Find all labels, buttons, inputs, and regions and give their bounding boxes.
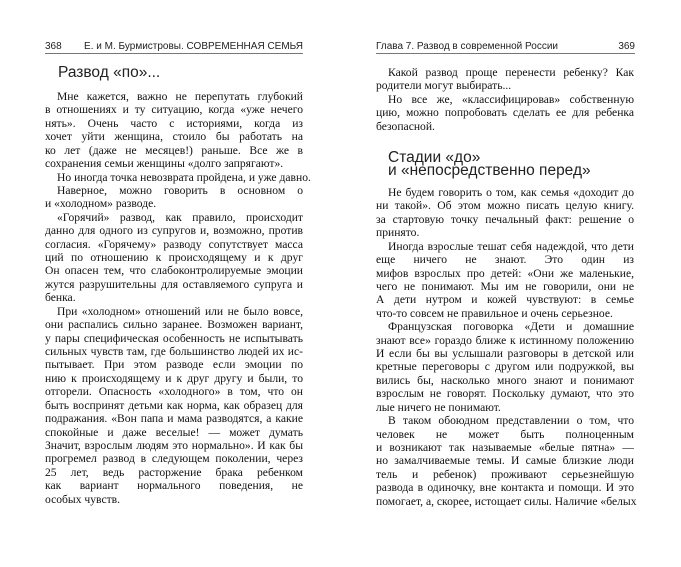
- section-heading: [388, 151, 591, 178]
- text-line: «Горячий» развод, как правило, происходит: [57, 210, 303, 224]
- text-line: быть воспринят детьми как норма, как образец для: [45, 398, 303, 412]
- text-line: что-то совсем не правильное и очень серьезное.: [376, 306, 613, 320]
- text-line: данно для одного из супругов и, возможно, против: [45, 224, 303, 238]
- text-line: знают все» гораздо ближе к истинному положению: [376, 333, 634, 347]
- text-line: развода в одиночку, вне контакта и помощи. И это: [376, 481, 634, 495]
- text-line: лые ничего не понимают.: [376, 400, 501, 414]
- text-line: спокойные и даже веселые! — может думать: [45, 425, 303, 439]
- text-line: хочет уйти женщина, стоило бы работать на: [45, 130, 303, 144]
- text-line: ко лет (даже не месяцев!) раньше. Все же в: [45, 143, 303, 157]
- paragraph: [376, 320, 634, 414]
- heading-line: Стадии «до»: [388, 149, 481, 166]
- text-line: Но все же, «классифицировав» собственную: [388, 92, 634, 106]
- text-line: подражания. «Вон папа и мама разводятся, а какие: [45, 412, 303, 426]
- text-line: В таком обоюдном представлении о том, что: [388, 414, 634, 428]
- text-line: бенка.: [45, 291, 76, 305]
- text-line: человек не может быть полноценным: [376, 427, 634, 441]
- text-line: помогает, а, скорее, истощает силы. Наличие «белых: [376, 494, 637, 508]
- paragraph: [45, 170, 311, 184]
- paragraph: [376, 93, 634, 133]
- text-line: родители могут выбирать...: [376, 79, 512, 93]
- paragraph: [45, 305, 303, 506]
- text-line: сохранения семьи женщины «долго запрягают».: [45, 157, 284, 171]
- text-line: и возникают так называемые «белые пятна» —: [376, 441, 634, 455]
- paragraph: [376, 186, 634, 240]
- text-line: А дети нутром и кожей чувствуют: в семье: [376, 293, 634, 307]
- page-number: 369: [618, 41, 635, 52]
- running-header: [45, 41, 303, 54]
- text-line: Какой развод проще перенести ребенку? Как: [388, 66, 634, 79]
- text-line: у пары специфическая особенность не испытывать: [45, 331, 303, 345]
- text-line: ни такой». Об этом можно писать целую книгу.: [376, 199, 634, 213]
- text-line: еще ничего не знают. Это один из: [376, 253, 634, 267]
- body-text-top: [376, 66, 634, 133]
- text-line: безопасной.: [376, 119, 435, 133]
- text-line: сильных чувств там, где большинство людей их ис-: [45, 345, 303, 359]
- text-line: 25 лет, ведь расторжение брака ребенком: [45, 465, 303, 479]
- text-line: за стартовую точку печальный факт: решение о: [376, 212, 634, 226]
- text-line: Но иногда точка невозврата пройдена, и уже давно.: [57, 170, 311, 184]
- text-line: отгорели. Опасность «холодного» в том, что он: [45, 385, 303, 399]
- body-text: [45, 90, 311, 506]
- text-line: особых чувств.: [45, 492, 121, 506]
- text-line: но замалчиваемые темы. И самые близкие люди: [376, 454, 634, 468]
- page-number: 368: [45, 41, 62, 52]
- text-line: согласия. «Горячему» разводу сопутствует масса: [45, 237, 303, 251]
- text-line: При «холодном» отношений или не было вовсе,: [57, 304, 303, 318]
- running-head: Е. и М. Бурмистровы. СОВРЕМЕННАЯ СЕМЬЯ: [84, 41, 303, 52]
- text-line: чего не понимают. Мы им не говорили, они не: [376, 279, 634, 293]
- text-line: нять». Очень часто с историями, когда из: [45, 116, 303, 130]
- text-line: нию к происходящему и к друг другу и были, то: [45, 371, 303, 385]
- left-page: [0, 0, 340, 567]
- text-line: взрослым не говорят. Поскольку думают, что это: [376, 387, 634, 401]
- running-header: [376, 41, 635, 54]
- text-line: они распались сильно заранее. Возможен вариант,: [45, 318, 303, 332]
- body-text: [376, 186, 637, 508]
- text-line: жутся разрушительны для оставляемого супруга и: [45, 277, 303, 291]
- paragraph: [45, 184, 303, 211]
- heading-line: и «непосредственно перед»: [388, 162, 591, 180]
- section-heading: [58, 66, 160, 79]
- paragraph: [376, 240, 634, 321]
- text-line: Наверное, можно говорить в основном о: [57, 183, 303, 197]
- right-page: [340, 0, 680, 567]
- text-line: мифов взрослых про детей: «Они же маленькие,: [376, 266, 634, 280]
- paragraph: [376, 66, 634, 93]
- paragraph: [376, 414, 637, 508]
- text-line: тель и ребенок) проживают серьезнейшую: [376, 467, 634, 481]
- text-line: Французская поговорка «Дети и домашние: [388, 320, 634, 334]
- text-line: как вариант нормального поведения, не: [45, 479, 303, 493]
- text-line: принято.: [376, 226, 420, 240]
- text-line: кретные переговоры с другом или подружкой, вы: [376, 360, 634, 374]
- text-line: Значит, взрослым людям это нормально». И как бы: [45, 438, 303, 452]
- text-line: ций по отношению к происходящему и к друг: [45, 251, 303, 265]
- text-line: И если бы вы услышали разговоры в детской или: [376, 347, 634, 361]
- text-line: Не будем говорить о том, как семья «доходит до: [388, 186, 634, 199]
- text-line: Он опасен тем, что слабоконтролируемые эмоции: [45, 264, 303, 278]
- paragraph: [45, 90, 303, 171]
- heading-line: Развод «по»...: [58, 64, 161, 81]
- text-line: прогремел развод в следующем поколении, через: [45, 452, 303, 466]
- text-line: Мне кажется, важно не перепутать глубокий: [57, 90, 303, 103]
- text-line: и «холодном» разводе.: [45, 197, 157, 211]
- running-head: Глава 7. Развод в современной России: [376, 41, 559, 52]
- text-line: в отношениях и ту ситуацию, когда «уже нечего: [45, 103, 303, 117]
- paragraph: [45, 211, 303, 305]
- text-line: цию, можно попробовать сделать ее для ребенка: [376, 106, 634, 120]
- text-line: пытывает. При этом разводе если эмоции по: [45, 358, 303, 372]
- text-line: вились бы, насколько много знают и понимают: [376, 373, 634, 387]
- text-line: Иногда взрослые тешат себя надеждой, что дети: [388, 239, 634, 253]
